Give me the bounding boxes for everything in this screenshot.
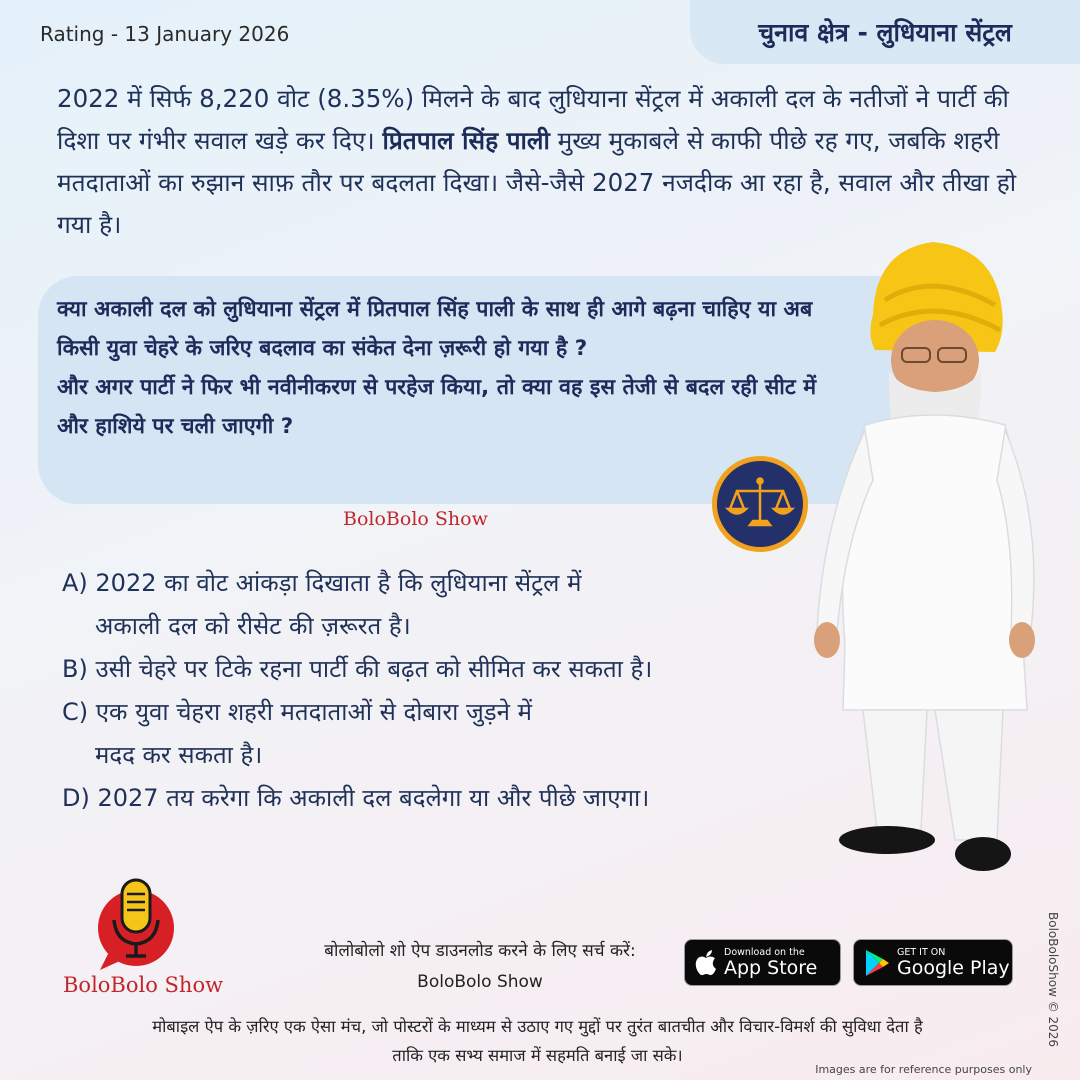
balance-scale-icon <box>717 461 803 547</box>
option-c-text: C) एक युवा चेहरा शहरी मतदाताओं से दोबारा जुड़ने में <box>62 698 532 726</box>
justice-scale-badge <box>712 456 808 552</box>
option-d-text: D) 2027 तय करेगा कि अकाली दल बदलेगा या और पीछे जाएगा। <box>62 784 650 812</box>
appstore-small-text: Download on the <box>724 946 805 958</box>
apple-icon <box>695 950 717 976</box>
rating-date: Rating - 13 January 2026 <box>40 22 290 46</box>
intro-text-1: 2022 में सिर्फ 8,220 वोट (8.35%) मिलने के बाद लुधियाना सेंट्रल में अकाली दल के नतीजों ने पार्टी की दिशा पर गंभीर सवाल खड़े कर दिए। <box>57 84 1009 155</box>
copyright-notice: BoloBoloShow © 2026 <box>1046 912 1060 1048</box>
brand-label: BoloBolo Show <box>343 508 488 530</box>
option-c-cont: मदद कर सकता है। <box>95 741 263 769</box>
answer-options <box>62 562 802 820</box>
footer-line-1: मोबाइल ऐप के ज़रिए एक ऐसा मंच, जो पोस्टरों के माध्यम से उठाए गए मुद्दों पर तुरंत बातचीत और विचार-विमर्श की सुविधा देता है <box>152 1017 923 1036</box>
intro-paragraph <box>57 78 1047 246</box>
appstore-big-text: App Store <box>724 956 818 979</box>
podcast-microphone-logo <box>86 876 182 972</box>
candidate-name: प्रितपाल सिंह पाली <box>382 126 550 155</box>
footer-description <box>30 1012 1045 1070</box>
poll-question <box>57 290 817 446</box>
image-disclaimer: Images are for reference purposes only <box>815 1063 1032 1076</box>
footer-line-2: ताकि एक सभ्य समाज में सहमति बनाई जा सके। <box>392 1046 683 1065</box>
option-c[interactable] <box>62 691 802 777</box>
app-store-button[interactable] <box>684 939 841 986</box>
constituency-title: चुनाव क्षेत्र - लुधियाना सेंट्रल <box>690 0 1080 64</box>
googleplay-small-text: GET IT ON <box>897 946 946 958</box>
intro-text-2: मुख्य मुकाबले से काफी पीछे रह गए, जबकि शहरी मतदाताओं का रुझान साफ़ तौर पर बदलता दिखा। जैसे-जैसे 2027 नजदीक आ रहा है, सवाल और तीखा हो गया है। <box>57 126 1017 239</box>
download-app-name: BoloBolo Show <box>417 972 543 992</box>
option-b-text: B) उसी चेहरे पर टिके रहना पार्टी की बढ़त को सीमित कर सकता है। <box>62 655 653 683</box>
option-a-text: A) 2022 का वोट आंकड़ा दिखाता है कि लुधियाना सेंट्रल में <box>62 569 582 597</box>
googleplay-big-text: Google Play <box>897 956 1010 979</box>
brand-logo-text: BoloBolo Show <box>63 973 224 997</box>
option-d[interactable] <box>62 777 802 820</box>
download-line-1: बोलोबोलो शो ऐप डाउनलोड करने के लिए सर्च करें: <box>324 941 636 961</box>
google-play-button[interactable] <box>853 939 1013 986</box>
option-a[interactable] <box>62 562 802 648</box>
download-instructions <box>270 936 690 998</box>
politician-portrait <box>805 240 1035 890</box>
google-play-icon <box>864 949 890 977</box>
option-b[interactable] <box>62 648 802 691</box>
option-a-cont: अकाली दल को रीसेट की ज़रूरत है। <box>95 612 411 640</box>
question-line-2: और अगर पार्टी ने फिर भी नवीनीकरण से परहेज किया, तो क्या वह इस तेजी से बदल रही सीट में और हाशिये पर चली जाएगी ? <box>57 375 817 439</box>
question-line-1: क्या अकाली दल को लुधियाना सेंट्रल में प्रितपाल सिंह पाली के साथ ही आगे बढ़ना चाहिए या अब किसी युवा चेहरे के जरिए बदलाव का संकेत देना ज़रूरी हो गया है ? <box>57 297 813 361</box>
